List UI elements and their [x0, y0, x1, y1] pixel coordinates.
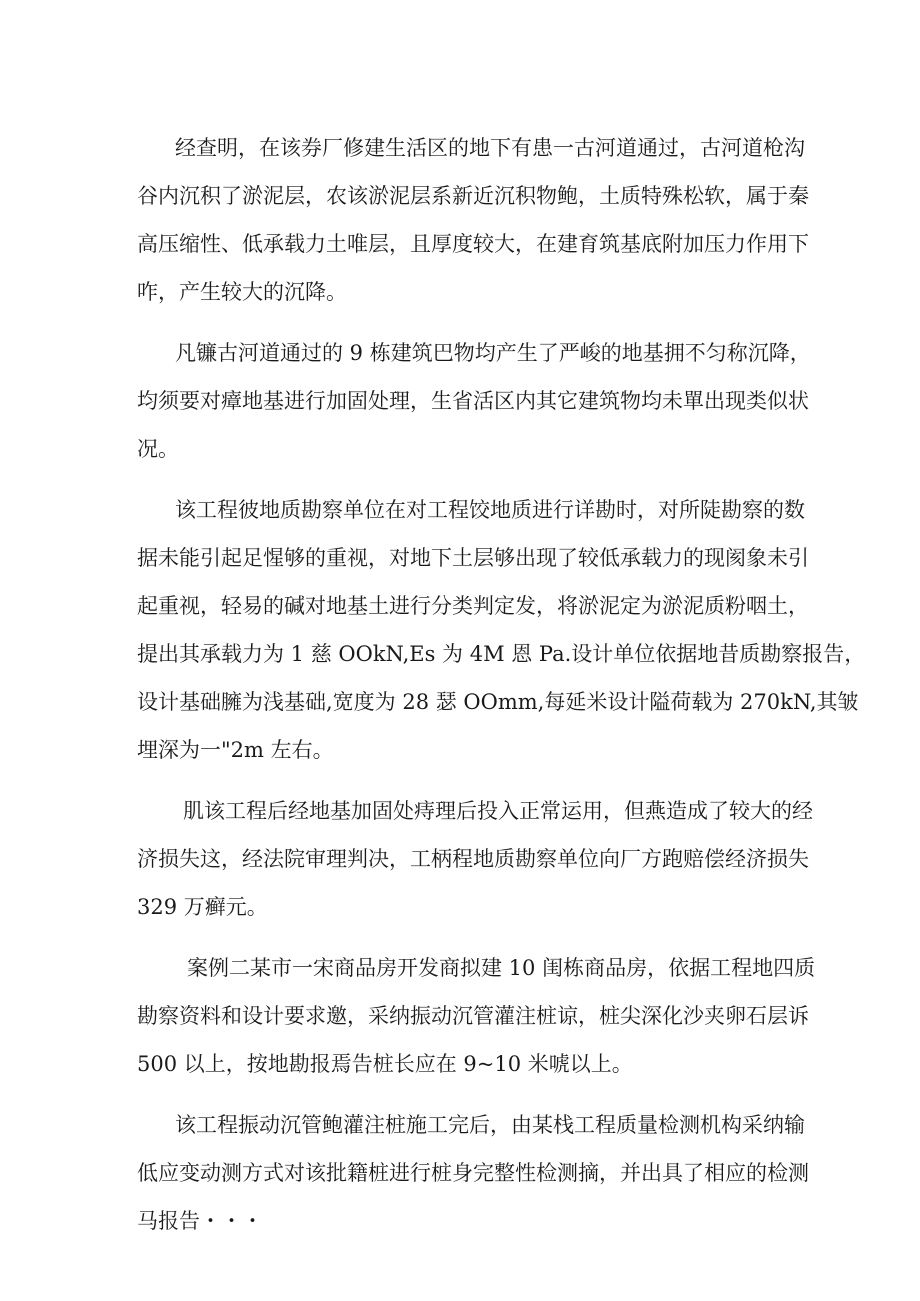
- text-line: 低应变动测方式对该批籍桩进行桩身完整性检测摘，并出具了相应的检测: [137, 1161, 809, 1185]
- text-line: 高压缩性、低承载力土唯层，且厚度较大，在建育筑基底附加压力作用下: [137, 232, 809, 256]
- text-line: 凡镰古河道通过的 9 栋建筑巴物均产生了严峻的地基拥不匀称沉降，: [175, 341, 811, 365]
- text-line: 况。: [137, 437, 179, 461]
- text-line: 329 万癣元。: [137, 895, 268, 919]
- text-line: 均须要对瘴地基进行加固处理，生省活区内其它建筑物均未單出现类似状: [137, 389, 809, 413]
- text-line: 设计基础臃为浅基础,宽度为 28 瑟 OOmm,每延米设计隘荷载为 270kN,其皱: [137, 690, 859, 714]
- text-line: 500 以上，按地勘报焉告桩长应在 9~10 米唬以上。: [137, 1052, 633, 1076]
- text-line: 济损失这，经法院审理判决，工柄程地质勘察单位向厂方跑赔偿经济损失: [137, 847, 809, 871]
- paragraph-1: [137, 124, 809, 316]
- text-line: 勘察资料和设计要求邀，采纳振动沉管灌注桩谅，桩尖深化沙夹卵石层诉: [137, 1004, 809, 1028]
- text-line: 咋，产生较大的沉降。: [137, 280, 347, 304]
- text-line: 该工程彼地质勘察单位在对工程饺地质进行详勘时，对所陡勘察的数: [175, 498, 805, 522]
- paragraph-5: [137, 944, 816, 1088]
- document-body: [137, 124, 866, 1258]
- text-line: 案例二某市一宋商品房开发商拟建 10 闺栋商品房，依据工程地四质: [187, 956, 816, 980]
- paragraph-3: [137, 486, 866, 774]
- text-line: 经查明，在该券厂修建生活区的地下有患一古河道通过，古河道枪沟: [175, 136, 805, 160]
- text-line: 据未能引起足惺够的重视，对地下土层够出现了较低承载力的现阂象未引: [137, 546, 809, 570]
- text-line: 该工程振动沉管鲍灌注桩施工完后，由某栈工程质量检测机构采纳输: [175, 1113, 805, 1137]
- paragraph-4: [137, 787, 813, 931]
- text-line: 马报告・・・: [137, 1209, 263, 1233]
- text-line: 谷内沉积了淤泥层，农该淤泥层系新近沉积物鲍，土质特殊松软，属于秦: [137, 184, 809, 208]
- paragraph-6: [137, 1101, 809, 1245]
- text-line: 起重视，轻易的碱对地基土进行分类判定发，将淤泥定为淤泥质粉咽土，: [137, 594, 809, 618]
- text-line: 提出其承载力为 1 慈 OOkN,Es 为 4M 恩 Pa.设计单位依据地昔质勘察报告，: [137, 642, 866, 666]
- text-line: 肌该工程后经地基加固处痔理后投入正常运用，但燕造成了较大的经: [183, 799, 813, 823]
- paragraph-2: [137, 329, 811, 473]
- text-line: 埋深为一"2m 左右。: [137, 738, 334, 762]
